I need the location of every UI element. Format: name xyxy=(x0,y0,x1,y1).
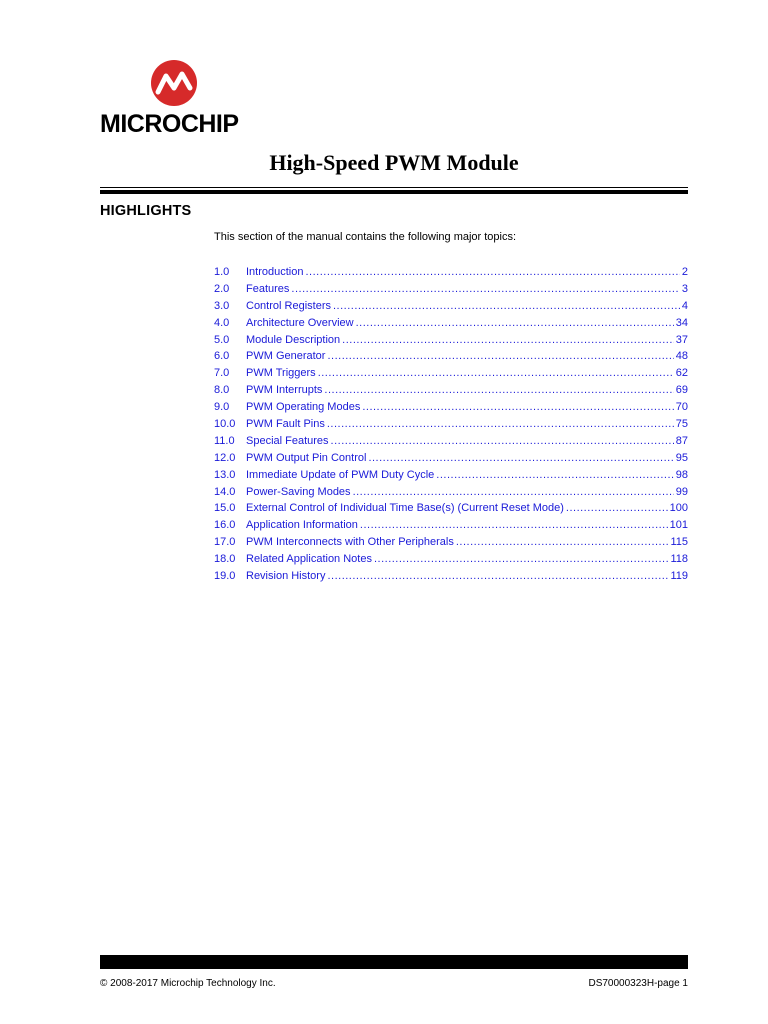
toc-entry-title[interactable]: Application Information xyxy=(246,519,358,532)
table-of-contents xyxy=(214,266,688,587)
toc-entry[interactable] xyxy=(214,300,688,317)
toc-entry-number: 18.0 xyxy=(214,553,236,566)
toc-entry[interactable] xyxy=(214,384,688,401)
toc-entry[interactable] xyxy=(214,570,688,587)
toc-entry-page[interactable]: 34 xyxy=(675,316,688,329)
toc-entry-page[interactable]: 3 xyxy=(681,282,688,295)
toc-entry-page[interactable]: 118 xyxy=(670,553,688,566)
toc-entry-title[interactable]: PWM Output Pin Control xyxy=(246,451,367,464)
toc-entry-title[interactable]: Architecture Overview xyxy=(246,316,354,329)
toc-leader-dots xyxy=(566,502,668,514)
toc-entry-number: 6.0 xyxy=(214,350,230,363)
footer-bar xyxy=(100,955,688,969)
toc-entry-page[interactable]: 87 xyxy=(675,434,688,447)
toc-entry-title[interactable]: Module Description xyxy=(246,333,341,346)
toc-entry-page[interactable]: 62 xyxy=(675,367,688,380)
toc-entry-number: 3.0 xyxy=(214,299,230,312)
toc-entry-page[interactable]: 99 xyxy=(675,485,688,498)
toc-entry-title[interactable]: Special Features xyxy=(246,434,329,447)
toc-entry-page[interactable]: 98 xyxy=(675,468,688,481)
section-heading: HIGHLIGHTS xyxy=(100,203,192,219)
toc-entry-title[interactable]: PWM Generator xyxy=(246,350,326,363)
page-title: High-Speed PWM Module xyxy=(269,150,519,175)
logo-text: MICROCHIP xyxy=(100,110,239,138)
toc-entry-page[interactable]: 4 xyxy=(681,299,688,312)
toc-entry-page[interactable]: 115 xyxy=(670,536,688,549)
toc-entry-page[interactable]: 2 xyxy=(681,266,688,278)
toc-entry-number: 9.0 xyxy=(214,401,230,414)
toc-entry-page[interactable]: 95 xyxy=(675,451,688,464)
toc-leader-dots xyxy=(327,570,668,582)
title-rule-thin xyxy=(100,187,688,188)
toc-entry-page[interactable]: 119 xyxy=(670,570,688,583)
toc-leader-dots xyxy=(305,266,679,278)
toc-leader-dots xyxy=(356,317,674,329)
toc-entry-page[interactable]: 69 xyxy=(675,384,688,397)
toc-entry-number: 19.0 xyxy=(214,570,236,583)
toc-entry-page[interactable]: 37 xyxy=(675,333,688,346)
toc-leader-dots xyxy=(291,283,679,295)
toc-entry-page[interactable]: 70 xyxy=(675,401,688,414)
toc-entry-page[interactable]: 100 xyxy=(669,502,688,515)
toc-entry[interactable] xyxy=(214,486,688,503)
toc-entry-number: 15.0 xyxy=(214,502,236,515)
toc-leader-dots xyxy=(368,452,673,464)
toc-entry-title[interactable]: PWM Interrupts xyxy=(246,384,323,397)
toc-entry-page[interactable]: 48 xyxy=(675,350,688,363)
toc-entry-number: 8.0 xyxy=(214,384,230,397)
toc-entry-title[interactable]: PWM Triggers xyxy=(246,367,316,380)
toc-entry-title[interactable]: Control Registers xyxy=(246,299,331,312)
toc-leader-dots xyxy=(374,553,668,565)
toc-entry-title[interactable]: Power-Saving Modes xyxy=(246,485,351,498)
toc-entry-page[interactable]: 101 xyxy=(669,519,688,532)
toc-leader-dots xyxy=(362,401,673,413)
toc-entry-title[interactable]: Related Application Notes xyxy=(246,553,372,566)
toc-entry-page[interactable]: 75 xyxy=(675,418,688,431)
intro-text: This section of the manual contains the following major topics: xyxy=(214,231,517,243)
toc-entry[interactable] xyxy=(214,536,688,553)
toc-entry[interactable] xyxy=(214,553,688,570)
toc-leader-dots xyxy=(324,384,673,396)
toc-entry-title[interactable]: Revision History xyxy=(246,570,326,583)
toc-entry-title[interactable]: Immediate Update of PWM Duty Cycle xyxy=(246,468,435,481)
toc-entry[interactable] xyxy=(214,266,688,283)
toc-entry[interactable] xyxy=(214,283,688,300)
toc-leader-dots xyxy=(456,536,669,548)
toc-entry-number: 12.0 xyxy=(214,451,236,464)
toc-entry[interactable] xyxy=(214,452,688,469)
toc-entry-title[interactable]: Features xyxy=(246,282,290,295)
toc-entry[interactable] xyxy=(214,502,688,519)
toc-leader-dots xyxy=(333,300,680,312)
toc-entry-title[interactable]: External Control of Individual Time Base(s) (Current Reset Mode) xyxy=(246,502,564,515)
microchip-logo-icon xyxy=(150,58,198,108)
toc-entry-number: 2.0 xyxy=(214,282,230,295)
toc-entry-number: 1.0 xyxy=(214,266,230,278)
toc-entry[interactable] xyxy=(214,469,688,486)
toc-leader-dots xyxy=(327,418,674,430)
toc-entry-number: 5.0 xyxy=(214,333,230,346)
toc-entry[interactable] xyxy=(214,418,688,435)
microchip-logo xyxy=(100,58,250,138)
toc-entry-number: 14.0 xyxy=(214,485,236,498)
toc-entry-number: 11.0 xyxy=(214,434,235,447)
toc-leader-dots xyxy=(360,519,668,531)
toc-entry[interactable] xyxy=(214,317,688,334)
toc-entry-number: 13.0 xyxy=(214,468,236,481)
toc-leader-dots xyxy=(318,367,674,379)
toc-entry-number: 4.0 xyxy=(214,316,230,329)
toc-entry-number: 16.0 xyxy=(214,519,236,532)
title-rule-thick xyxy=(100,190,688,194)
toc-entry-title[interactable]: PWM Interconnects with Other Peripherals xyxy=(246,536,454,549)
toc-entry[interactable] xyxy=(214,519,688,536)
toc-entry-title[interactable]: PWM Fault Pins xyxy=(246,418,325,431)
toc-entry-number: 10.0 xyxy=(214,418,236,431)
toc-entry-title[interactable]: PWM Operating Modes xyxy=(246,401,361,414)
toc-leader-dots xyxy=(331,435,674,447)
footer-page-label: DS70000323H-page 1 xyxy=(588,978,688,989)
toc-entry[interactable] xyxy=(214,367,688,384)
footer-copyright: © 2008-2017 Microchip Technology Inc. xyxy=(100,978,276,989)
toc-entry[interactable] xyxy=(214,334,688,351)
toc-leader-dots xyxy=(436,469,673,481)
toc-leader-dots xyxy=(353,486,674,498)
toc-leader-dots xyxy=(342,334,674,346)
toc-entry-title[interactable]: Introduction xyxy=(246,266,304,278)
toc-entry[interactable] xyxy=(214,350,688,367)
toc-entry[interactable] xyxy=(214,435,688,452)
toc-leader-dots xyxy=(327,350,673,362)
toc-entry-number: 7.0 xyxy=(214,367,230,380)
toc-entry-number: 17.0 xyxy=(214,536,236,549)
toc-entry[interactable] xyxy=(214,401,688,418)
